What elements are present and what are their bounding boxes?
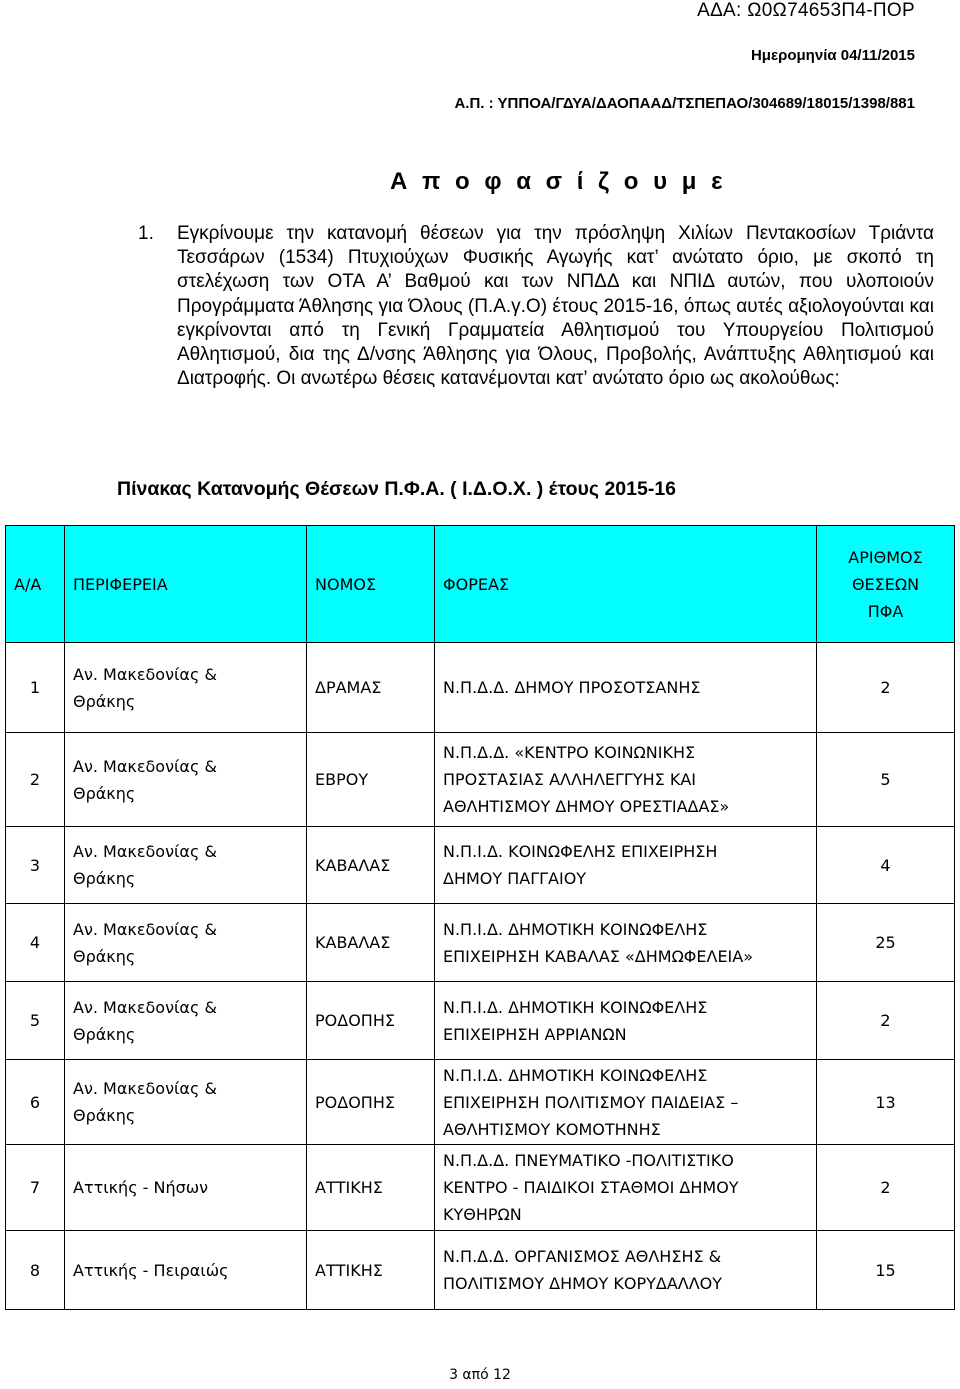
- decision-paragraph: [138, 222, 934, 391]
- cell-positions: 4: [817, 827, 955, 904]
- header-aa: Α/Α: [6, 526, 65, 643]
- header-prefecture: ΝΟΜΟΣ: [307, 526, 435, 643]
- paragraph-number: 1.: [138, 223, 154, 244]
- cell-aa: 6: [6, 1060, 65, 1145]
- cell-aa: 5: [6, 982, 65, 1060]
- cell-line: ΕΠΙΧΕΙΡΗΣΗ ΑΡΡΙΑΝΩΝ: [443, 1024, 627, 1044]
- header-positions-line: ΠΦΑ: [867, 601, 904, 621]
- cell-region: [65, 904, 307, 982]
- cell-prefecture: ΡΟΔΟΠΗΣ: [307, 982, 435, 1060]
- cell-body: [435, 1145, 817, 1231]
- cell-prefecture: ΡΟΔΟΠΗΣ: [307, 1060, 435, 1145]
- cell-line: Ν.Π.Ι.Δ. ΔΗΜΟΤΙΚΗ ΚΟΙΝΩΦΕΛΗΣ: [443, 997, 708, 1017]
- decision-heading: Α π ο φ α σ ί ζ ο υ μ ε: [390, 168, 727, 195]
- cell-region: [65, 733, 307, 827]
- cell-prefecture: ΕΒΡΟΥ: [307, 733, 435, 827]
- cell-line: Ν.Π.Δ.Δ. ΟΡΓΑΝΙΣΜΟΣ ΑΘΛΗΣΗΣ &: [443, 1247, 722, 1266]
- cell-line: Ν.Π.Ι.Δ. ΔΗΜΟΤΙΚΗ ΚΟΙΝΩΦΕΛΗΣ: [443, 919, 708, 939]
- cell-aa: 2: [6, 733, 65, 827]
- cell-prefecture: ΚΑΒΑΛΑΣ: [307, 904, 435, 982]
- header-region: ΠΕΡΙΦΕΡΕΙΑ: [65, 526, 307, 643]
- allocation-table: [5, 525, 955, 1310]
- cell-line: Αττικής - Νήσων: [73, 1178, 209, 1197]
- cell-line: ΠΡΟΣΤΑΣΙΑΣ ΑΛΛΗΛΕΓΓΥΗΣ ΚΑΙ: [443, 770, 696, 789]
- cell-line: Ν.Π.Δ.Δ. ΠΝΕΥΜΑΤΙΚΟ -ΠΟΛΙΤΙΣΤΙΚΟ: [443, 1151, 734, 1170]
- cell-body: [435, 827, 817, 904]
- cell-line: Θράκης: [73, 783, 136, 803]
- cell-body: [435, 982, 817, 1060]
- cell-positions: 2: [817, 643, 955, 733]
- cell-positions: 25: [817, 904, 955, 982]
- cell-line: ΑΘΛΗΤΙΣΜΟΥ ΔΗΜΟΥ ΟΡΕΣΤΙΑΔΑΣ»: [443, 797, 730, 816]
- cell-body: [435, 1231, 817, 1310]
- header-positions: [817, 526, 955, 643]
- page-footer: 3 από 12: [449, 1367, 511, 1383]
- cell-aa: 8: [6, 1231, 65, 1310]
- table-row: [6, 1145, 955, 1231]
- cell-region: [65, 827, 307, 904]
- cell-positions: 13: [817, 1060, 955, 1145]
- cell-positions: 5: [817, 733, 955, 827]
- cell-body: [435, 733, 817, 827]
- cell-body: [435, 904, 817, 982]
- table-header-row: [6, 526, 955, 643]
- cell-line: Θράκης: [73, 869, 136, 888]
- table-row: [6, 982, 955, 1060]
- cell-aa: 3: [6, 827, 65, 904]
- header-body: ΦΟΡΕΑΣ: [435, 526, 817, 643]
- cell-line: Θράκης: [73, 691, 136, 711]
- cell-region: [65, 982, 307, 1060]
- cell-line: Αν. Μακεδονίας &: [73, 1079, 217, 1098]
- cell-region: [65, 1145, 307, 1231]
- cell-line: Ν.Π.Ι.Δ. ΚΟΙΝΩΦΕΛΗΣ ΕΠΙΧΕΙΡΗΣΗ: [443, 842, 718, 861]
- cell-region: [65, 643, 307, 733]
- protocol-number: Α.Π. : ΥΠΠΟΑ/ΓΔΥΑ/ΔΑΟΠΑΑΔ/ΤΣΠΕΠΑΟ/304689/18015/1398/881: [454, 95, 915, 112]
- table-row: [6, 1231, 955, 1310]
- cell-line: Θράκης: [73, 946, 136, 966]
- document-date: Ημερομηνία 04/11/2015: [750, 47, 915, 64]
- cell-line: Αν. Μακεδονίας &: [73, 919, 217, 939]
- cell-line: Ν.Π.Δ.Δ. «ΚΕΝΤΡΟ ΚΟΙΝΩΝΙΚΗΣ: [443, 743, 696, 762]
- cell-line: Ν.Π.Ι.Δ. ΔΗΜΟΤΙΚΗ ΚΟΙΝΩΦΕΛΗΣ: [443, 1065, 708, 1085]
- table-title: Πίνακας Κατανομής Θέσεων Π.Φ.Α. ( Ι.Δ.Ο.Χ. ) έτους 2015-16: [117, 478, 677, 500]
- cell-prefecture: ΔΡΑΜΑΣ: [307, 643, 435, 733]
- header-positions-line: ΑΡΙΘΜΟΣ: [848, 547, 923, 567]
- cell-line: ΑΘΛΗΤΙΣΜΟΥ ΚΟΜΟΤΗΝΗΣ: [443, 1119, 661, 1139]
- table-row: [6, 733, 955, 827]
- cell-aa: 4: [6, 904, 65, 982]
- cell-prefecture: ΚΑΒΑΛΑΣ: [307, 827, 435, 904]
- cell-line: Ν.Π.Δ.Δ. ΔΗΜΟΥ ΠΡΟΣΟΤΣΑΝΗΣ: [443, 678, 701, 697]
- cell-line: Αττικής - Πειραιώς: [73, 1260, 229, 1280]
- cell-prefecture: ΑΤΤΙΚΗΣ: [307, 1231, 435, 1310]
- cell-line: Αν. Μακεδονίας &: [73, 664, 217, 684]
- cell-line: Αν. Μακεδονίας &: [73, 756, 217, 776]
- cell-line: Αν. Μακεδονίας &: [73, 842, 217, 861]
- cell-aa: 7: [6, 1145, 65, 1231]
- cell-positions: 2: [817, 1145, 955, 1231]
- table-row: [6, 643, 955, 733]
- cell-line: Θράκης: [73, 1024, 136, 1044]
- cell-line: ΠΟΛΙΤΙΣΜΟΥ ΔΗΜΟΥ ΚΟΡΥΔΑΛΛΟΥ: [443, 1274, 723, 1293]
- cell-line: ΚΥΘΗΡΩΝ: [443, 1205, 522, 1224]
- cell-line: ΕΠΙΧΕΙΡΗΣΗ ΠΟΛΙΤΙΣΜΟΥ ΠΑΙΔΕΙΑΣ –: [443, 1092, 739, 1112]
- cell-line: Αν. Μακεδονίας &: [73, 997, 217, 1017]
- cell-line: ΚΕΝΤΡΟ - ΠΑΙΔΙΚΟΙ ΣΤΑΘΜΟΙ ΔΗΜΟΥ: [443, 1178, 739, 1197]
- cell-aa: 1: [6, 643, 65, 733]
- header-positions-line: ΘΕΣΕΩΝ: [851, 574, 920, 594]
- cell-positions: 15: [817, 1231, 955, 1310]
- ada-number: ΑΔΑ: Ω0Ω74653Π4-ΠΟΡ: [697, 0, 915, 21]
- cell-line: ΕΠΙΧΕΙΡΗΣΗ ΚΑΒΑΛΑΣ «ΔΗΜΩΦΕΛΕΙΑ»: [443, 946, 754, 966]
- cell-body: [435, 643, 817, 733]
- table-row: [6, 904, 955, 982]
- cell-line: ΔΗΜΟΥ ΠΑΓΓΑΙΟΥ: [443, 869, 587, 888]
- cell-body: [435, 1060, 817, 1145]
- table-row: [6, 827, 955, 904]
- paragraph-text: Εγκρίνουμε την κατανομή θέσεων για την πρόσληψη Χιλίων Πεντακοσίων Τριάντα Τεσσάρων (1534) Πτυχιούχων Φυσικής Αγωγής κατ’ ανώτατο όριο, με σκοπό τη στελέχωση των ΟΤΑ Α’ Βαθμού και των ΝΠΔΔ και ΝΠΙΔ αυτών, που υλοποιούν Προγράμματα Άθλησης για Όλους (Π.Α.γ.Ο) έτους 2015-16, όπως αυτές αξιολογούνται και εγκρίνονται από τη Γενική Γραμματεία Αθλητισμού του Υπουργείου Πολιτισμού Αθλητισμού, δια της Δ/νσης Άθλησης για Όλους, Προβολής, Ανάπτυξης Αθλητισμού και Διατροφής. Οι ανωτέρω θέσεις κατανέμονται κατ’ ανώτατο όριο ως ακολούθως:: [177, 223, 934, 390]
- cell-prefecture: ΑΤΤΙΚΗΣ: [307, 1145, 435, 1231]
- table-row: [6, 1060, 955, 1145]
- cell-region: [65, 1060, 307, 1145]
- cell-region: [65, 1231, 307, 1310]
- cell-positions: 2: [817, 982, 955, 1060]
- cell-line: Θράκης: [73, 1106, 136, 1125]
